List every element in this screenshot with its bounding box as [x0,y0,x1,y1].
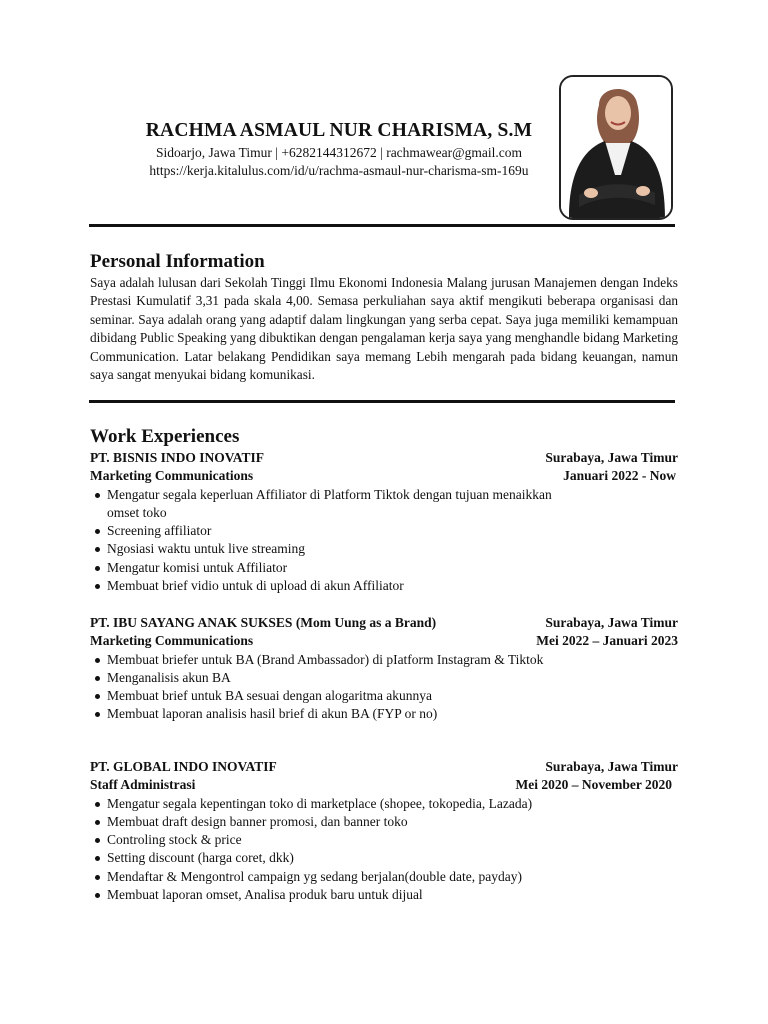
company-name: PT. GLOBAL INDO INOVATIF [90,759,277,774]
responsibility-item: Setting discount (harga coret, dkk) [90,849,552,867]
responsibility-item: Membuat brief vidio untuk di upload di akun Affiliator [90,577,552,595]
job-location: Surabaya, Jawa Timur [545,450,678,465]
job-role: Marketing Communications [90,468,254,484]
resume-header [0,0,768,230]
job-responsibilities [90,795,678,905]
profile-photo [559,75,673,220]
job-entry [90,758,678,904]
job-entry [90,449,678,595]
job-location: Surabaya, Jawa Timur [545,615,678,630]
job-responsibilities [90,651,678,724]
responsibility-item: Mengatur komisi untuk Affiliator [90,559,552,577]
section-title-work-experiences: Work Experiences [90,426,240,447]
responsibility-item: Mengatur segala kepentingan toko di marketplace (shopee, tokopedia, Lazada) [90,795,552,813]
responsibility-item: Membuat draft design banner promosi, dan banner toko [90,813,552,831]
responsibility-item: Membuat brief untuk BA sesuai dengan alogaritma akunnya [90,687,552,705]
profile-link[interactable]: https://kerja.kitalulus.com/id/u/rachma-asmaul-nur-charisma-sm-169u [149,163,529,178]
job-entry [90,614,678,724]
job-period: Mei 2022 – Januari 2023 [536,633,678,649]
responsibility-item: Ngosiasi waktu untuk live streaming [90,540,552,558]
contact-info: Sidoarjo, Jawa Timur | +6282144312672 | rachmawear@gmail.com [156,145,522,160]
responsibility-item: Mengatur segala keperluan Affiliator di Platform Tiktok dengan tujuan menaikkan omset toko [90,486,552,523]
responsibility-item: Menganalisis akun BA [90,669,552,687]
section-divider [89,400,675,403]
responsibility-item: Controling stock & price [90,831,552,849]
header-divider [89,224,675,227]
personal-summary: Saya adalah lulusan dari Sekolah Tinggi Ilmu Ekonomi Indonesia Malang jurusan Manajemen dengan Indeks Prestasi Kumulatif 3,31 pada skala 4,00. Semasa perkuliahan saya aktif mengikuti beberapa organisasi dan seminar. Saya adalah orang yang adaptif dalam lingkungan yang serba cepat. Saya juga memiliki kemampuan dibidang Public Speaking yang dibuktikan dengan pengalaman kerja saya yang menghandle bidang Marketing Communication. Latar belakang Pendidikan saya memang Lebih mengarah pada bidang keuangan, namun saya sangat menyukai bidang komunikasi. [90,275,678,383]
responsibility-item: Membuat briefer untuk BA (Brand Ambassador) di pIatform Instagram & Tiktok [90,651,552,669]
job-period: Januari 2022 - Now [563,468,676,484]
job-responsibilities [90,486,678,596]
section-title-personal-information: Personal Information [90,251,265,272]
job-period: Mei 2020 – November 2020 [515,777,672,793]
responsibility-item: Membuat laporan analisis hasil brief di akun BA (FYP or no) [90,705,552,723]
responsibility-item: Screening affiliator [90,522,552,540]
company-name: PT. IBU SAYANG ANAK SUKSES (Mom Uung as a Brand) [90,615,437,630]
responsibility-item: Membuat laporan omset, Analisa produk baru untuk dijual [90,886,552,904]
job-role: Marketing Communications [90,633,254,649]
job-location: Surabaya, Jawa Timur [545,759,678,774]
job-role: Staff Administrasi [90,777,196,793]
candidate-name: RACHMA ASMAUL NUR CHARISMA, S.M [145,120,533,141]
company-name: PT. BISNIS INDO INOVATIF [90,450,265,465]
responsibility-item: Mendaftar & Mengontrol campaign yg sedang berjalan(double date, payday) [90,868,552,886]
